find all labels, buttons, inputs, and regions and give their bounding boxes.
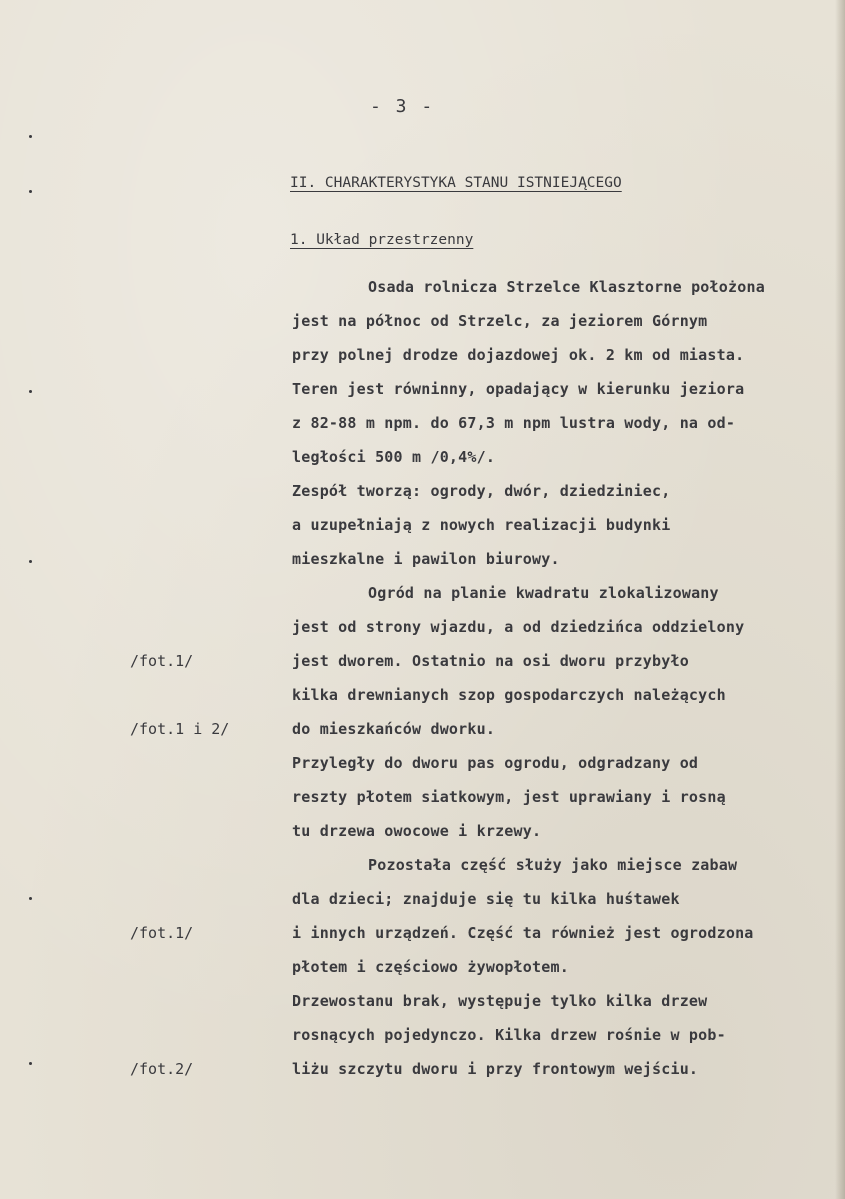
margin-dot [29, 560, 32, 563]
margin-dot [29, 390, 32, 393]
text-line: rosnących pojedynczo. Kilka drzew rośnie w pob- [292, 1026, 726, 1044]
text-line: i innych urządzeń. Część ta również jest ogrodzona [292, 924, 754, 942]
margin-dot [29, 135, 32, 138]
text-line: jest od strony wjazdu, a od dziedzińca oddzielony [292, 618, 745, 636]
photo-reference: /fot.1/ [130, 924, 194, 942]
text-line: kilka drewnianych szop gospodarczych należących [292, 686, 726, 704]
text-line: jest dworem. Ostatnio na osi dworu przybyło [292, 652, 689, 670]
text-line: Drzewostanu brak, występuje tylko kilka drzew [292, 992, 708, 1010]
photo-reference: /fot.2/ [130, 1060, 194, 1078]
photo-reference: /fot.1/ [130, 652, 194, 670]
text-line: dla dzieci; znajduje się tu kilka huśtawek [292, 890, 680, 908]
text-line: płotem i częściowo żywopłotem. [292, 958, 569, 976]
margin-dot [29, 897, 32, 900]
subsection-heading: 1. Układ przestrzenny [290, 232, 474, 248]
text-line: Osada rolnicza Strzelce Klasztorne położona [368, 278, 765, 296]
page-number: - 3 - [370, 96, 435, 117]
text-line: Pozostała część służy jako miejsce zabaw [368, 856, 738, 874]
section-heading: II. CHARAKTERYSTYKA STANU ISTNIEJĄCEGO [290, 175, 622, 191]
text-line: Przyległy do dworu pas ogrodu, odgradzany od [292, 754, 699, 772]
text-line: jest na północ od Strzelc, za jeziorem Górnym [292, 312, 708, 330]
text-line: ległości 500 m /0,4%/. [292, 448, 496, 466]
text-line: do mieszkańców dworku. [292, 720, 496, 738]
text-line: przy polnej drodze dojazdowej ok. 2 km od miasta. [292, 346, 745, 364]
text-line: liżu szczytu dworu i przy frontowym wejściu. [292, 1060, 699, 1078]
page-edge-shadow [835, 0, 845, 1199]
text-line: a uzupełniają z nowych realizacji budynki [292, 516, 671, 534]
text-line: reszty płotem siatkowym, jest uprawiany i rosną [292, 788, 726, 806]
text-line: Teren jest równinny, opadający w kierunku jeziora [292, 380, 745, 398]
text-line: z 82-88 m npm. do 67,3 m npm lustra wody, na od- [292, 414, 736, 432]
margin-dot [29, 1062, 32, 1065]
text-line: tu drzewa owocowe i krzewy. [292, 822, 542, 840]
text-line: Zespół tworzą: ogrody, dwór, dziedziniec, [292, 482, 671, 500]
text-line: Ogród na planie kwadratu zlokalizowany [368, 584, 719, 602]
margin-dot [29, 190, 32, 193]
photo-reference: /fot.1 i 2/ [130, 720, 230, 738]
text-line: mieszkalne i pawilon biurowy. [292, 550, 560, 568]
